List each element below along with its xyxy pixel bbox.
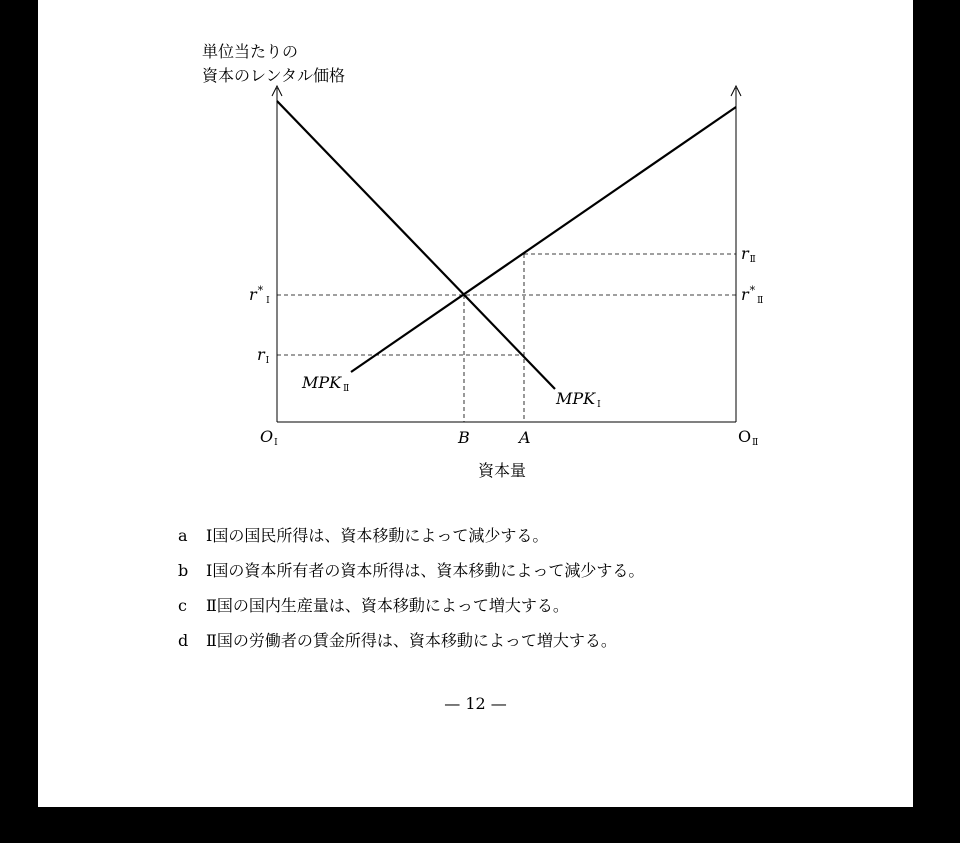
y-axis-label-line1: 単位当たりの — [202, 42, 299, 61]
statement-key: d — [178, 631, 189, 650]
statement-text: Ⅰ国の資本所有者の資本所得は、資本移動によって減少する。 — [206, 561, 645, 580]
statement-b — [178, 558, 818, 581]
page — [38, 0, 913, 807]
mpk-1-curve — [277, 101, 555, 389]
statement-key: a — [178, 526, 188, 545]
r-1-label: rⅠ — [257, 345, 270, 366]
r-star-2-label: $r^*_Ⅱ$ — [741, 284, 764, 306]
x-axis-label: 資本量 — [478, 461, 527, 480]
point-b-label: B — [458, 428, 470, 447]
mpk-2-label: MPK Ⅱ — [302, 373, 350, 394]
statement-text: Ⅱ国の労働者の賃金所得は、資本移動によって増大する。 — [206, 631, 617, 650]
statement-a — [178, 523, 818, 546]
r-2-label: rⅡ — [741, 244, 756, 265]
statement-key: c — [178, 596, 187, 615]
page-number: — 12 — — [444, 694, 507, 713]
mpk-2-curve — [351, 107, 736, 372]
statement-key: b — [178, 561, 189, 580]
statement-d — [178, 628, 818, 651]
point-a-label: A — [519, 428, 531, 447]
capital-market-diagram — [38, 0, 913, 500]
statement-text: Ⅱ国の国内生産量は、資本移動によって増大する。 — [206, 596, 569, 615]
origin-left-label: OⅠ — [260, 427, 278, 448]
y-axis-label-line2: 資本のレンタル価格 — [202, 66, 345, 85]
mpk-1-label: MPK Ⅰ — [556, 389, 601, 410]
r-star-1-label: $r^*_Ⅰ$ — [249, 284, 270, 306]
origin-right-label: OⅡ — [738, 427, 759, 448]
statement-c — [178, 593, 818, 616]
statement-text: Ⅰ国の国民所得は、資本移動によって減少する。 — [206, 526, 549, 545]
